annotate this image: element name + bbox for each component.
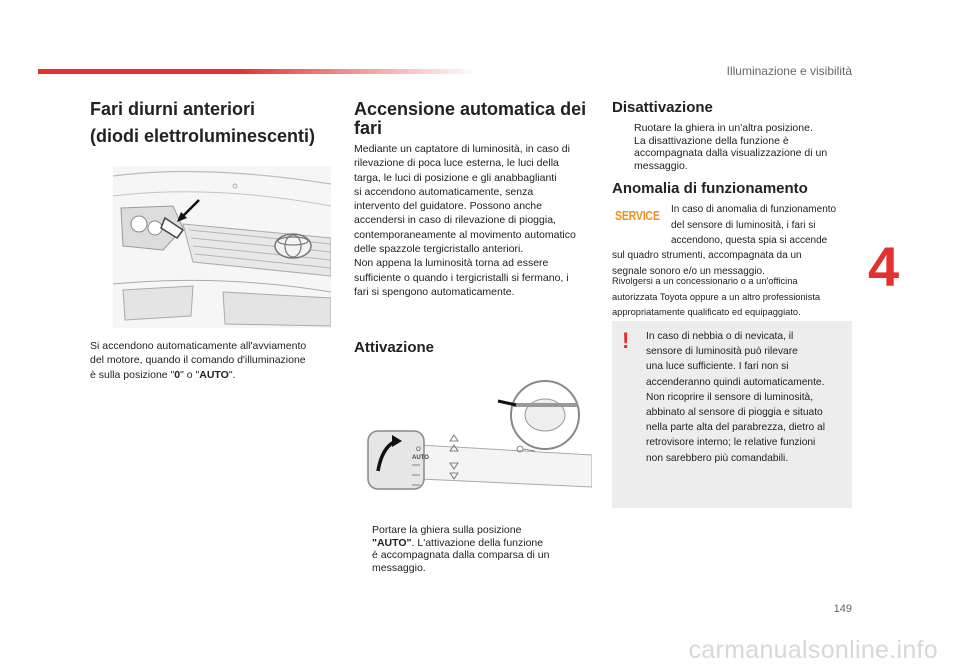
title-line: Accensione automatica dei xyxy=(354,99,587,119)
daytime-lights-text xyxy=(90,339,330,382)
header-accent-bar xyxy=(38,69,478,74)
light-stalk-illustration xyxy=(360,375,592,499)
body-line: Si accendono automaticamente all'avviamento xyxy=(90,340,307,352)
section-title: Illuminazione e visibilità xyxy=(726,64,852,78)
service-label: SERVICE xyxy=(615,209,660,223)
auto-lights-text xyxy=(354,142,599,299)
warning-text xyxy=(646,329,850,466)
text-run: è sulla posizione " xyxy=(90,368,175,381)
body-line: abbinato al sensore di pioggia e situato xyxy=(646,407,823,419)
body-line: Non ricoprire il sensore di luminosità, xyxy=(646,391,814,403)
stalk-label-off: O xyxy=(416,447,421,453)
body-line: intervento del guidatore. Possono anche xyxy=(354,200,542,213)
position-auto: AUTO xyxy=(199,368,229,381)
activation-title: Attivazione xyxy=(354,339,435,356)
body-line: targa, le luci di posizione e gli anabbaglianti xyxy=(354,171,557,184)
body-line xyxy=(372,537,599,550)
daytime-lights-title xyxy=(90,96,315,150)
body-line: autorizzata Toyota oppure a un altro professionista xyxy=(612,291,821,302)
fault-title: Anomalia di funzionamento xyxy=(612,180,808,197)
body-line: del motore, quando il comando d'illuminazione xyxy=(90,354,306,367)
body-line: sensore di luminosità può rilevare xyxy=(646,346,798,358)
body-line: è accompagnata dalla comparsa di un xyxy=(372,549,550,562)
deactivation-title: Disattivazione xyxy=(612,99,713,116)
body-line: La disattivazione della funzione è xyxy=(634,134,789,147)
body-line: retrovisore interno; le relative funzioni xyxy=(646,437,816,449)
auto-position: "AUTO" xyxy=(372,536,412,549)
page-number: 149 xyxy=(833,603,852,615)
warning-note xyxy=(612,321,852,508)
service-warning-icon xyxy=(615,207,663,225)
light-stalk-drawing xyxy=(360,375,592,499)
body-line: In caso di nebbia o di nevicata, il xyxy=(646,331,794,342)
body-line: rilevazione di poca luce esterna, le luci della xyxy=(354,157,559,170)
watermark: carmanualsonline.info xyxy=(688,636,938,664)
body-line: fari si spengono automaticamente. xyxy=(354,285,515,298)
body-line: si accendono automaticamente, senza xyxy=(354,185,534,198)
title-line: fari xyxy=(354,118,383,138)
chapter-number: 4 xyxy=(868,235,900,298)
body-line: accompagnata dalla visualizzazione di un xyxy=(634,147,828,160)
body-line: messaggio. xyxy=(372,561,426,574)
body-line: segnale sonoro e/o un messaggio. xyxy=(612,265,765,277)
car-front-illustration xyxy=(113,166,331,328)
body-line: Non appena la luminosità torna ad essere xyxy=(354,257,549,270)
body-line: Mediante un captatore di luminosità, in caso di xyxy=(354,143,570,155)
stalk-label-auto: AUTO xyxy=(412,455,429,461)
body-line: delle spazzole tergicristallo anteriori. xyxy=(354,243,524,256)
body-line: nella parte alta del parabrezza, dietro al xyxy=(646,422,825,434)
body-line: accendono, questa spia si accende xyxy=(671,235,828,247)
warning-icon: ! xyxy=(622,328,630,353)
body-line: messaggio. xyxy=(634,159,688,172)
text-run: " o " xyxy=(180,368,200,381)
body-line: Ruotare la ghiera in un'altra posizione. xyxy=(634,122,813,134)
activation-step xyxy=(354,524,599,574)
body-line: Rivolgersi a un concessionario o a un'officina xyxy=(612,276,798,286)
body-line: accenderanno quindi automaticamente. xyxy=(646,376,825,388)
body-line: In caso di anomalia di funzionamento xyxy=(671,204,837,215)
body-line: Portare la ghiera sulla posizione xyxy=(372,524,522,536)
title-line: Fari diurni anteriori xyxy=(90,99,256,119)
body-line: una luce sufficiente. I fari non si xyxy=(646,361,789,373)
text-run: ". xyxy=(228,368,236,381)
car-front-drawing xyxy=(113,166,331,328)
body-line: sul quadro strumenti, accompagnata da un xyxy=(612,250,802,261)
body-line: sufficiente o quando i tergicristalli si fermano, i xyxy=(354,271,569,284)
deactivation-step xyxy=(612,122,857,172)
auto-lights-title xyxy=(354,100,586,138)
body-line: non sarebbero più comandabili. xyxy=(646,452,789,464)
body-line: appropriatamente qualificato ed equipaggiato. xyxy=(612,307,801,318)
activation-text xyxy=(354,524,599,574)
body-line xyxy=(90,368,330,382)
deactivation-text xyxy=(612,122,857,172)
text-run: . L'attivazione della funzione xyxy=(411,536,544,549)
position-zero: 0 xyxy=(174,368,181,381)
fault-text-indented xyxy=(671,202,861,249)
body-line: accendersi in caso di rilevazione di pioggia, xyxy=(354,214,556,227)
fault-contact-text xyxy=(612,274,862,321)
title-line: (diodi elettroluminescenti) xyxy=(90,126,316,146)
body-line: del sensore di luminosità, i fari si xyxy=(671,219,816,231)
body-line: contemporaneamente al movimento automatico xyxy=(354,228,576,241)
